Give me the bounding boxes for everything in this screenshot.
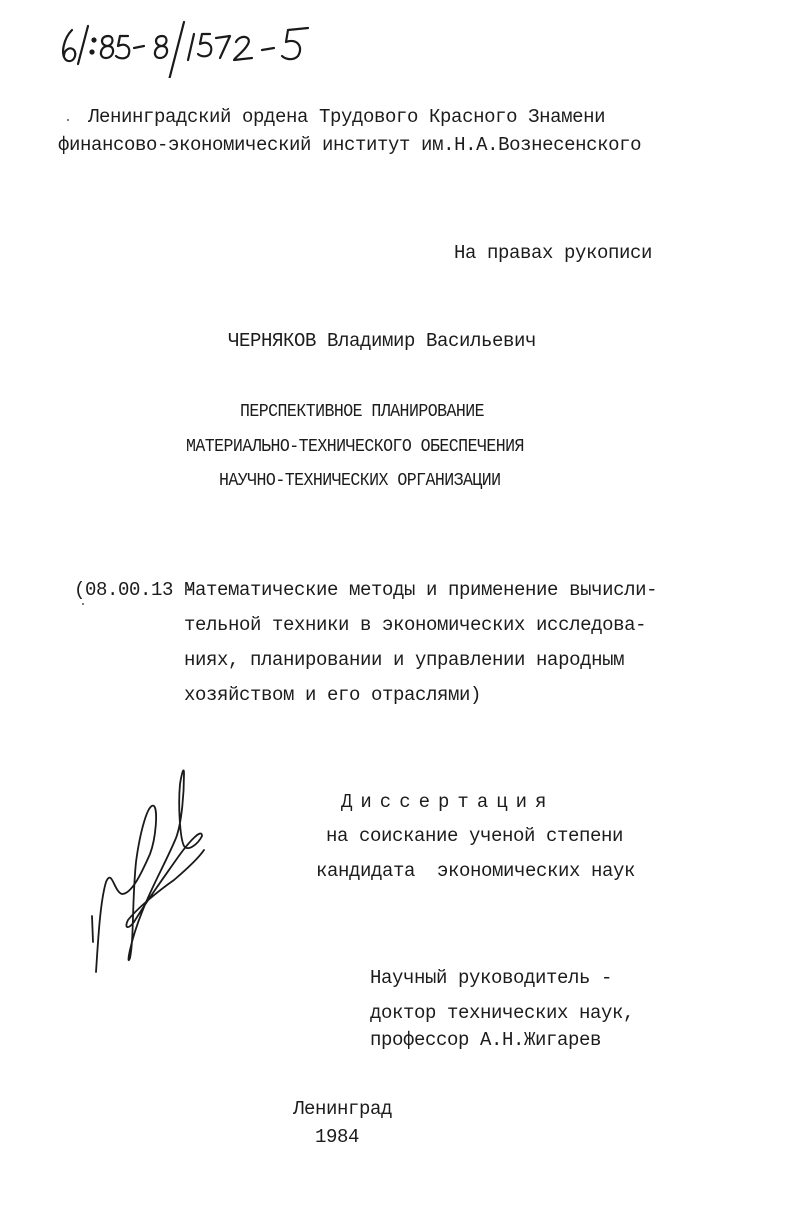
specialty-line-1: Математические методы и применение вычисли- xyxy=(184,579,658,601)
institution-line-1: Ленинградский ордена Трудового Красного Знамени xyxy=(88,106,606,128)
title-line-3: НАУЧНО-ТЕХНИЧЕСКИХ ОРГАНИЗАЦИИ xyxy=(219,471,501,491)
work-type-label: Диссертация xyxy=(341,791,555,813)
specialty-line-4: хозяйством и его отраслями) xyxy=(184,684,482,706)
year: 1984 xyxy=(315,1126,360,1148)
author-name: ЧЕРНЯКОВ Владимир Васильевич xyxy=(228,330,537,352)
signature xyxy=(84,762,234,992)
specialty-code: (08.00.13 - xyxy=(74,579,196,601)
work-type-line-2: на соискание ученой степени xyxy=(326,825,624,847)
speck xyxy=(82,603,84,605)
specialty-line-3: ниях, планировании и управлении народным xyxy=(184,649,625,671)
title-line-2: МАТЕРИАЛЬНО-ТЕХНИЧЕСКОГО ОБЕСПЕЧЕНИЯ xyxy=(186,437,524,457)
place: Ленинград xyxy=(293,1098,393,1120)
title-line-1: ПЕРСПЕКТИВНОЕ ПЛАНИРОВАНИЕ xyxy=(240,402,485,422)
supervisor-line-2: доктор технических наук, xyxy=(370,1002,635,1024)
speck xyxy=(67,119,69,121)
manuscript-note: На правах рукописи xyxy=(454,242,653,264)
specialty-line-2: тельной техники в экономических исследова- xyxy=(184,614,647,636)
handwritten-catalog-mark xyxy=(58,8,318,78)
supervisor-line-1: Научный руководитель - xyxy=(370,967,613,989)
work-type-line-3: кандидата экономических наук xyxy=(316,860,636,882)
institution-line-2: финансово-экономический институт им.Н.А.Вознесенского xyxy=(58,134,642,156)
supervisor-line-3: профессор А.Н.Жигарев xyxy=(370,1029,602,1051)
